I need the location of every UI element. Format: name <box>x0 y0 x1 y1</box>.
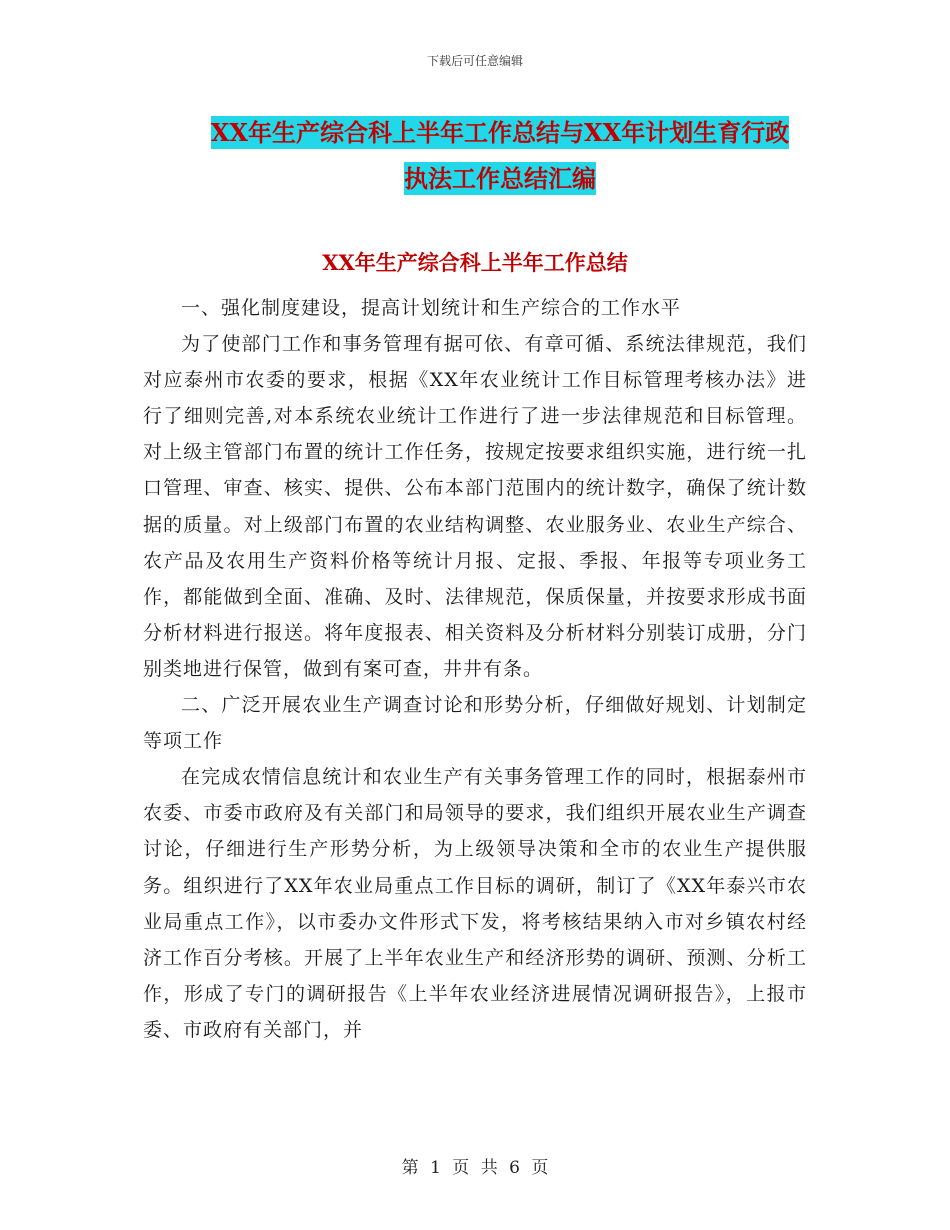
current-page-number: 1 <box>430 1158 441 1178</box>
footer-suffix: 页 <box>531 1158 549 1178</box>
footer-total-word: 共 <box>480 1158 498 1178</box>
section-title: XX年生产综合科上半年工作总结 <box>322 250 628 275</box>
document-title-line-1: XX年生产综合科上半年工作总结与XX年计划生育行政 <box>210 118 790 147</box>
total-page-number: 6 <box>509 1158 520 1178</box>
footer-page-word: 页 <box>452 1158 470 1178</box>
body-paragraph-1: 为了使部门工作和事务管理有据可依、有章可循、系统法律规范，我们对应泰州市农委的要求，根据《XX年农业统计工作目标管理考核办法》进行了细则完善,对本系统农业统计工作进行了进一步法律规范和目标管理。对上级主管部门布置的统计工作任务，按规定按要求组织实施，进行统一扎口管理、审查、核实、提供、公布本部门范围内的统计数字，确保了统计数据的质量。对上级部门布置的农业结构调整、农业服务业、农业生产综合、农产品及农用生产资料价格等统计月报、定报、季报、年报等专项业务工作，都能做到全面、准确、及时、法律规范，保质保量，并按要求形成书面分析材料进行报送。将年度报表、相关资料及分析材料分别装订成册，分门别类地进行保管，做到有案可查，井井有条。 <box>143 333 807 680</box>
header-note: 下载后可任意编辑 <box>426 54 523 68</box>
document-title <box>130 110 870 202</box>
footer-prefix: 第 <box>401 1158 419 1178</box>
document-title-line-2: 执法工作总结汇编 <box>404 164 596 193</box>
body-paragraph-2: 在完成农情信息统计和农业生产有关事务管理工作的同时，根据泰州市农委、市委市政府及有关部门和局领导的要求，我们组织开展农业生产调查讨论，仔细进行生产形势分析，为上级领导决策和全市的农业生产提供服务。组织进行了XX年农业局重点工作目标的调研，制订了《XX年泰兴市农业局重点工作》，以市委办文件形式下发，将考核结果纳入市对乡镇农村经济工作百分考核。开展了上半年农业生产和经济形势的调研、预测、分析工作，形成了专门的调研报告《上半年农业经济进展情况调研报告》，上报市委、市政府有关部门，并 <box>143 766 807 1041</box>
body-text <box>143 290 807 1048</box>
page-footer <box>0 1153 950 1178</box>
heading-paragraph-1: 一、强化制度建设，提高计划统计和生产综合的工作水平 <box>181 297 682 319</box>
heading-paragraph-2: 二、广泛开展农业生产调查讨论和形势分析，仔细做好规划、计划制定等项工作 <box>143 694 807 753</box>
